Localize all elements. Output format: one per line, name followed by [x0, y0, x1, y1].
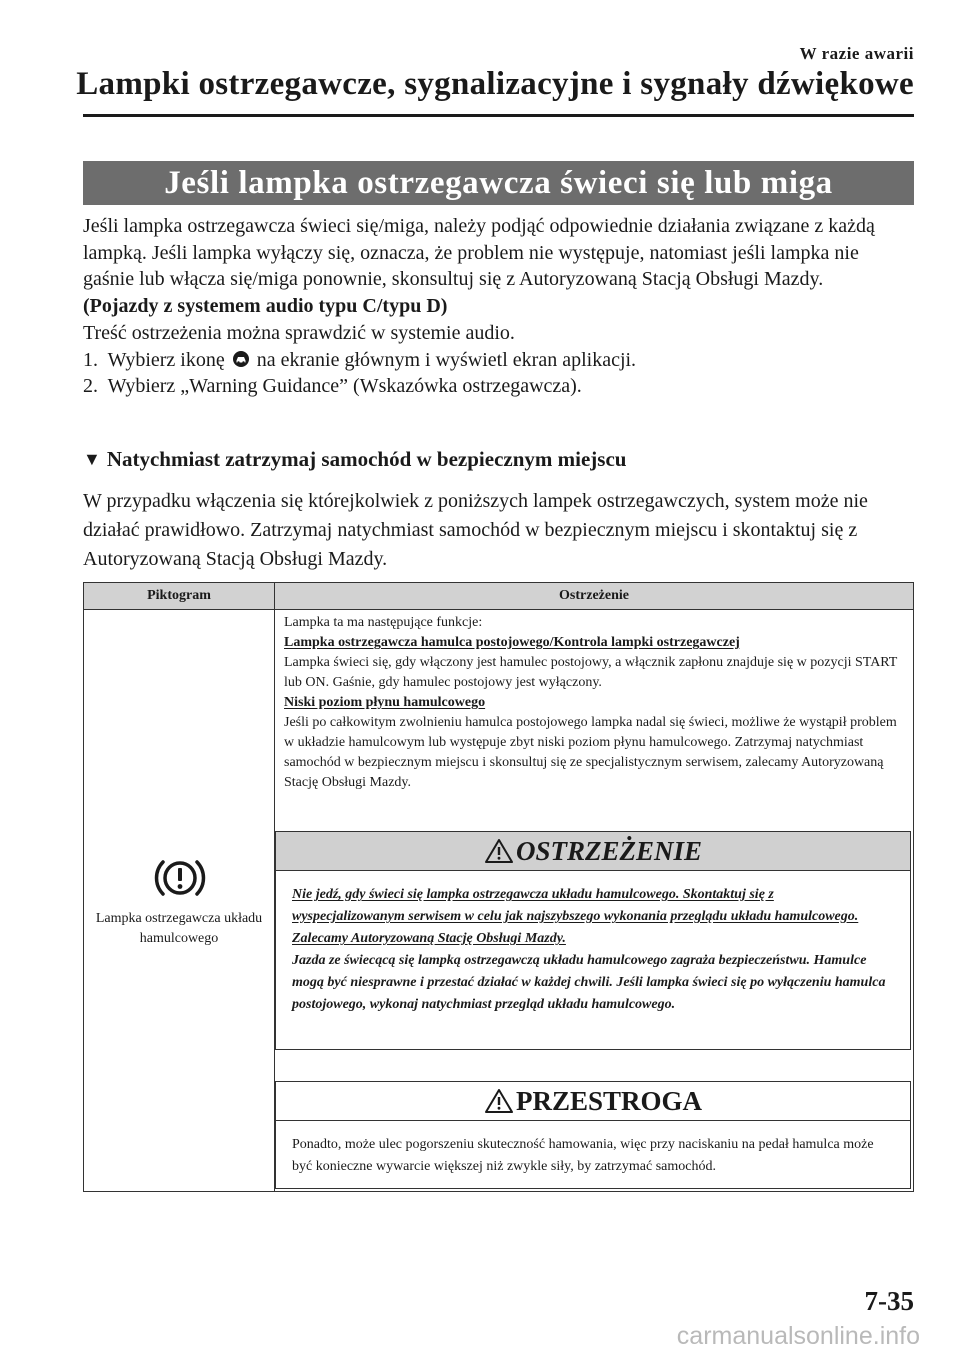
desc-lead: Lampka ta ma następujące funkcje:	[284, 615, 483, 630]
step-1-text-before: Wybierz ikonę	[107, 348, 225, 371]
section-title: Jeśli lampka ostrzegawcza świeci się lub miga	[83, 161, 914, 205]
subsection-heading	[83, 447, 626, 472]
triangle-marker-icon: ▼	[83, 449, 101, 469]
desc-text-brake-fluid: Jeśli po całkowitym zwolnieniu hamulca postojowego lampka nadal się świeci, możliwe że wystąpił problem w układzie hamulcowym lub występuje zbyt niski poziom płynu hamulcowego. Zatrzymaj natychmiast samochód w bezpiecznym miejscu i skonsultuj się ze specjalistycznym serwisem, zalecamy Autoryzowaną Stację Obsługi Mazdy.	[284, 715, 897, 790]
step-1-number: 1.	[83, 348, 98, 371]
warning-description	[284, 613, 908, 793]
caution-box	[275, 1081, 911, 1189]
desc-heading-brake-fluid: Niski poziom płynu hamulcowego	[284, 695, 486, 710]
warning-box	[275, 831, 911, 1050]
audio-heading: (Pojazdy z systemem audio typu C/typu D)	[83, 295, 448, 318]
intro-paragraph: Jeśli lampka ostrzegawcza świeci się/miga, należy podjąć odpowiednie działania związane z każdą lampką. Jeśli lampka wyłączy się, oznacza, że problem nie występuje, natomiast jeśli lampka nie gaśnie lub włącza się/miga ponownie, skonsultuj się z Autoryzowaną Stacją Obsługi Mazdy.	[83, 215, 875, 291]
table-header-row	[84, 583, 913, 610]
step-2	[83, 373, 914, 400]
subsection-body: W przypadku włączenia się którejkolwiek z poniższych lampek ostrzegawczych, system może nie działać prawidłowo. Zatrzymaj natychmiast samochód w bezpiecznym miejscu i skontaktuj się z Autoryzowaną Stacją Obsługi Mazdy.	[83, 490, 868, 570]
subsection-title: Natychmiast zatrzymaj samochód w bezpiecznym miejscu	[106, 447, 627, 471]
warning-table	[83, 582, 914, 1192]
warning-title: OSTRZEŻENIE	[515, 836, 703, 866]
desc-heading-parking-brake: Lampka ostrzegawcza hamulca postojowego/Kontrola lampki ostrzegawczej	[284, 635, 740, 650]
caution-text: Ponadto, może ulec pogorszeniu skuteczność hamowania, więc przy naciskaniu na pedał hamulca może być konieczne wywarcie większej niż zwykle siły, by zatrzymać samochód.	[292, 1137, 874, 1174]
desc-text-parking-brake: Lampka świeci się, gdy włączony jest hamulec postojowy, a włącznik zapłonu znajduje się w pozycji START lub ON. Gaśnie, gdy hamulec postojowy jest wyłączony.	[284, 655, 898, 690]
hazard-triangle-icon	[484, 838, 514, 864]
car-info-icon	[232, 350, 250, 368]
pictogram-caption: Lampka ostrzegawcza układu hamulcowego	[95, 911, 263, 946]
caution-box-header	[276, 1082, 910, 1121]
pictogram-cell	[84, 610, 274, 1190]
watermark: carmanualsonline.info	[676, 1322, 920, 1350]
header-pictogram: Piktogram	[147, 588, 211, 603]
warning-text: Jazda ze świecącą się lampką ostrzegawczą układu hamulcowego zagraża bezpieczeństwu. Hamulce mogą być niesprawne i przestać działać w każdej chwili. Jeśli lampka świeci się po wyłączeniu hamulca postojowego, wykonaj natychmiast przegląd układu hamulcowego.	[292, 953, 886, 1012]
brake-warning-icon	[152, 854, 208, 902]
chapter-label: W razie awarii	[799, 44, 914, 63]
page-number: 7-35	[864, 1286, 914, 1316]
audio-note: Treść ostrzeżenia można sprawdzić w systemie audio.	[83, 321, 515, 344]
caution-title: PRZESTROGA	[515, 1086, 703, 1116]
header-rule	[83, 114, 914, 117]
step-2-text: Wybierz „Warning Guidance” (Wskazówka ostrzegawcza).	[107, 375, 582, 398]
hazard-triangle-icon	[484, 1088, 514, 1114]
warning-underlined-text: Nie jedź, gdy świeci się lampka ostrzegawcza układu hamulcowego. Skontaktuj się z wyspecjalizowanym serwisem w celu jak najszybszego wykonania przeglądu układu hamulcowego. Zalecamy Autoryzowaną Stację Obsługi Mazdy.	[292, 887, 859, 946]
running-title: Lampki ostrzegawcze, sygnalizacyjne i sygnały dźwiękowe	[76, 66, 914, 102]
warning-box-header	[276, 832, 910, 871]
intro-block	[83, 213, 914, 400]
warning-body	[292, 884, 886, 1016]
step-2-number: 2.	[83, 375, 98, 398]
step-1	[83, 347, 914, 374]
header-warning: Ostrzeżenie	[559, 588, 629, 603]
step-1-text-after: na ekranie głównym i wyświetl ekran aplikacji.	[256, 348, 637, 371]
